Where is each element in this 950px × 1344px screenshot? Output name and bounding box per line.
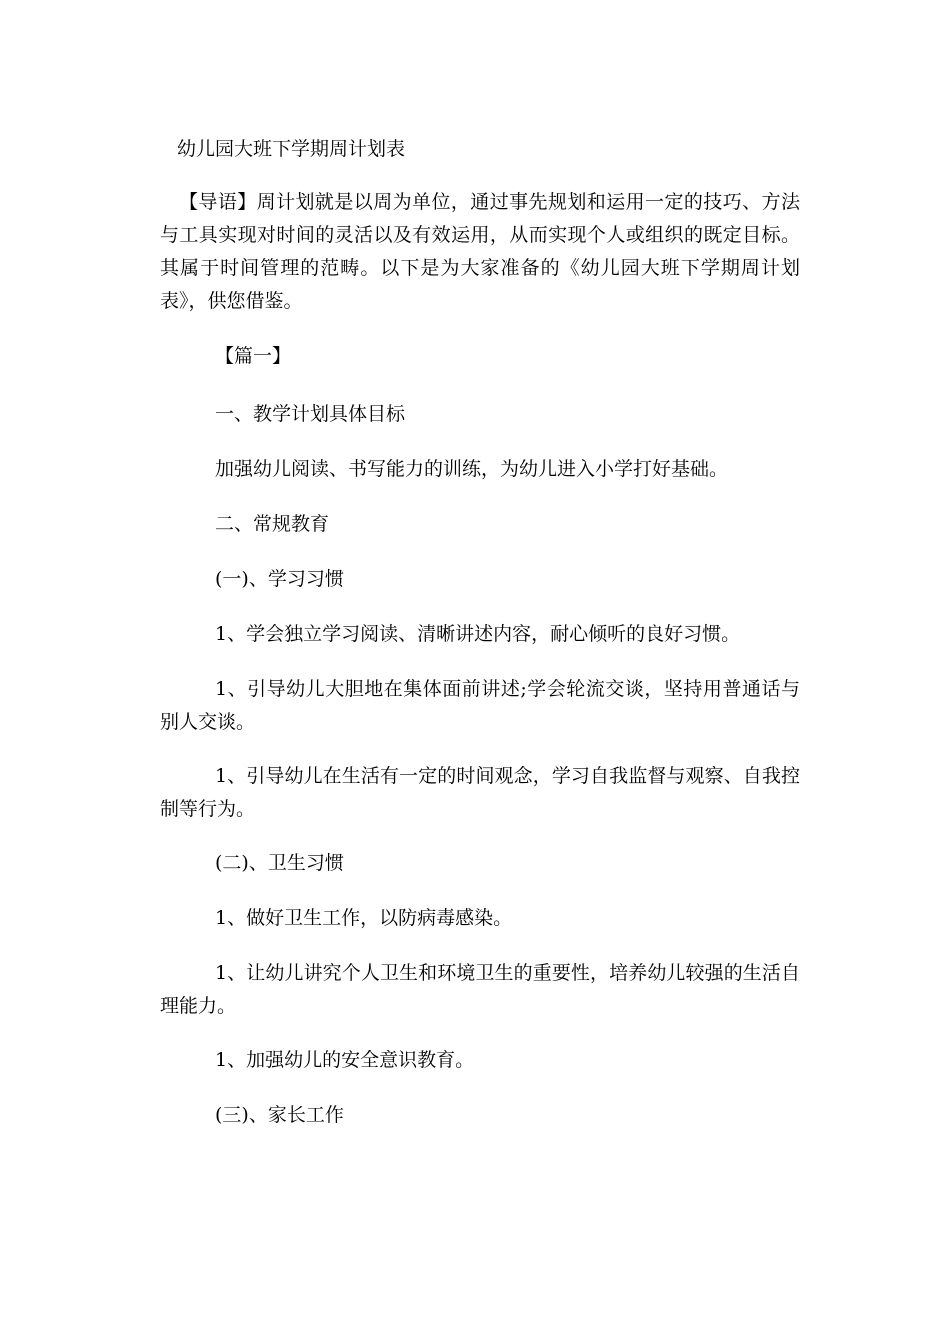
- paragraph-hygiene-2: 1、让幼儿讲究个人卫生和环境卫生的重要性，培养幼儿较强的生活自理能力。: [160, 962, 800, 1017]
- heading-teaching-goals: 一、教学计划具体目标: [215, 403, 406, 425]
- heading-parent-work: (三)、家长工作: [215, 1104, 344, 1126]
- paragraph-hygiene-3: 1、加强幼儿的安全意识教育。: [215, 1049, 475, 1071]
- paragraph-reading-writing: 加强幼儿阅读、书写能力的训练，为幼儿进入小学打好基础。: [215, 458, 729, 480]
- intro-paragraph: 【导语】周计划就是以周为单位，通过事先规划和运用一定的技巧、方法与工具实现对时间的灵活以及有效运用，从而实现个人或组织的既定目标。其属于时间管理的范畴。以下是为大家准备的《幼儿园大班下学期周计划表》，供您借鉴。: [160, 191, 800, 312]
- paragraph-study-habit-3: 1、引导幼儿在生活有一定的时间观念，学习自我监督与观察、自我控制等行为。: [160, 765, 800, 820]
- heading-routine-education: 二、常规教育: [215, 513, 330, 535]
- heading-hygiene-habits: (二)、卫生习惯: [215, 852, 344, 874]
- paragraph-hygiene-1: 1、做好卫生工作，以防病毒感染。: [215, 907, 513, 929]
- heading-study-habits: (一)、学习习惯: [215, 568, 344, 590]
- document-title: 幼儿园大班下学期周计划表: [177, 138, 406, 160]
- paragraph-study-habit-1: 1、学会独立学习阅读、清晰讲述内容，耐心倾听的良好习惯。: [215, 623, 741, 645]
- paragraph-study-habit-2: 1、引导幼儿大胆地在集体面前讲述;学会轮流交谈，坚持用普通话与别人交谈。: [160, 678, 800, 733]
- section-label: 【篇一】: [215, 345, 292, 367]
